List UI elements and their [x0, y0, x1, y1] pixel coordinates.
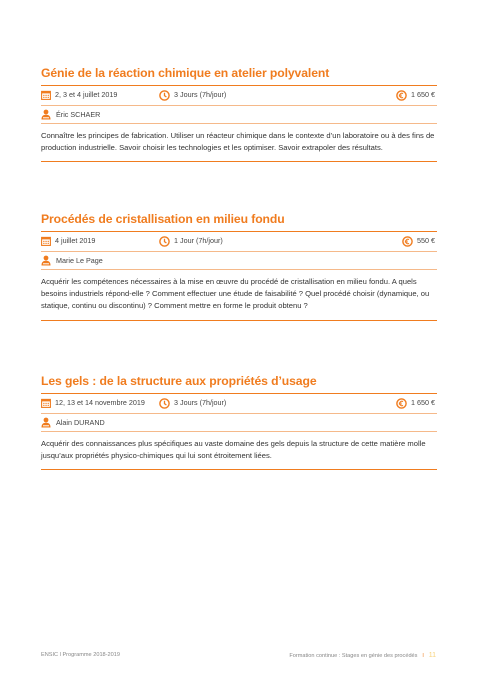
calendar-icon [41, 398, 51, 408]
course-title: Les gels : de la structure aux propriétés d’usage [41, 374, 317, 388]
course-block [41, 66, 437, 162]
course-duration-text: 3 Jours (7h/jour) [174, 90, 227, 99]
course-trainer [41, 414, 437, 432]
course-duration-text: 3 Jours (7h/jour) [174, 398, 227, 407]
clock-icon [159, 398, 170, 409]
course-description: Acquérir des connaissances plus spécifiques au vaste domaine des gels depuis la structure de cette matière molle jusqu’aux propriétés physico-chimiques qui lui sont étroitement liées. [41, 438, 437, 470]
course-dates-text: 2, 3 et 4 juillet 2019 [55, 90, 118, 99]
page-number: 11 [428, 652, 436, 659]
person-icon [41, 255, 51, 266]
euro-icon [402, 236, 413, 247]
footer-program: ENSIC l Programme 2018-2019 [41, 652, 120, 658]
clock-icon [159, 236, 170, 247]
course-title: Procédés de cristallisation en milieu fondu [41, 212, 285, 226]
course-block [41, 212, 437, 321]
course-dates-text: 12, 13 et 14 novembre 2019 [55, 398, 145, 407]
course-meta-row [41, 231, 437, 252]
calendar-icon [41, 236, 51, 246]
course-meta-row [41, 393, 437, 414]
course-trainer [41, 252, 437, 270]
course-price [396, 396, 435, 410]
clock-icon [159, 90, 170, 101]
course-title: Génie de la réaction chimique en atelier polyvalent [41, 66, 330, 80]
calendar-icon [41, 90, 51, 100]
course-price [402, 234, 435, 248]
course-trainer-name: Éric SCHAER [56, 110, 101, 119]
course-duration [159, 396, 226, 410]
course-price-text: 1 650 € [411, 90, 435, 99]
course-dates [41, 88, 117, 102]
course-price-text: 550 € [417, 236, 435, 245]
course-duration [159, 88, 226, 102]
course-description: Acquérir les compétences nécessaires à la mise en œuvre du procédé de cristallisation en milieu fondu. A quels besoins industriels répond-elle ? Comment effectuer une étude de faisabilité ? Quel procédé choisir (dynamique, ou statique, continu ou discontinu) ? Comment mettre en forme le produit obtenu ? [41, 276, 437, 321]
footer-separator: l [422, 652, 424, 659]
footer-section-title: Formation continue : Stages en génie des procédés [289, 652, 418, 659]
course-price-text: 1 650 € [411, 398, 435, 407]
footer-right [289, 652, 436, 659]
course-trainer [41, 106, 437, 124]
course-trainer-name: Alain DURAND [56, 418, 105, 427]
course-duration-text: 1 Jour (7h/jour) [174, 236, 223, 245]
course-description: Connaître les principes de fabrication. Utiliser un réacteur chimique dans le contexte d’un laboratoire ou à des fins de production industrielle. Savoir choisir les technologies et les optimiser. Savoir extrapoler des résultats. [41, 130, 437, 162]
page-footer [41, 652, 436, 659]
person-icon [41, 109, 51, 120]
person-icon [41, 417, 51, 428]
course-duration [159, 234, 223, 248]
course-trainer-name: Marie Le Page [56, 256, 103, 265]
course-dates-text: 4 juillet 2019 [55, 236, 96, 245]
course-meta-row [41, 85, 437, 106]
euro-icon [396, 398, 407, 409]
course-dates [41, 396, 145, 410]
euro-icon [396, 90, 407, 101]
course-price [396, 88, 435, 102]
course-block [41, 374, 437, 470]
course-dates [41, 234, 95, 248]
